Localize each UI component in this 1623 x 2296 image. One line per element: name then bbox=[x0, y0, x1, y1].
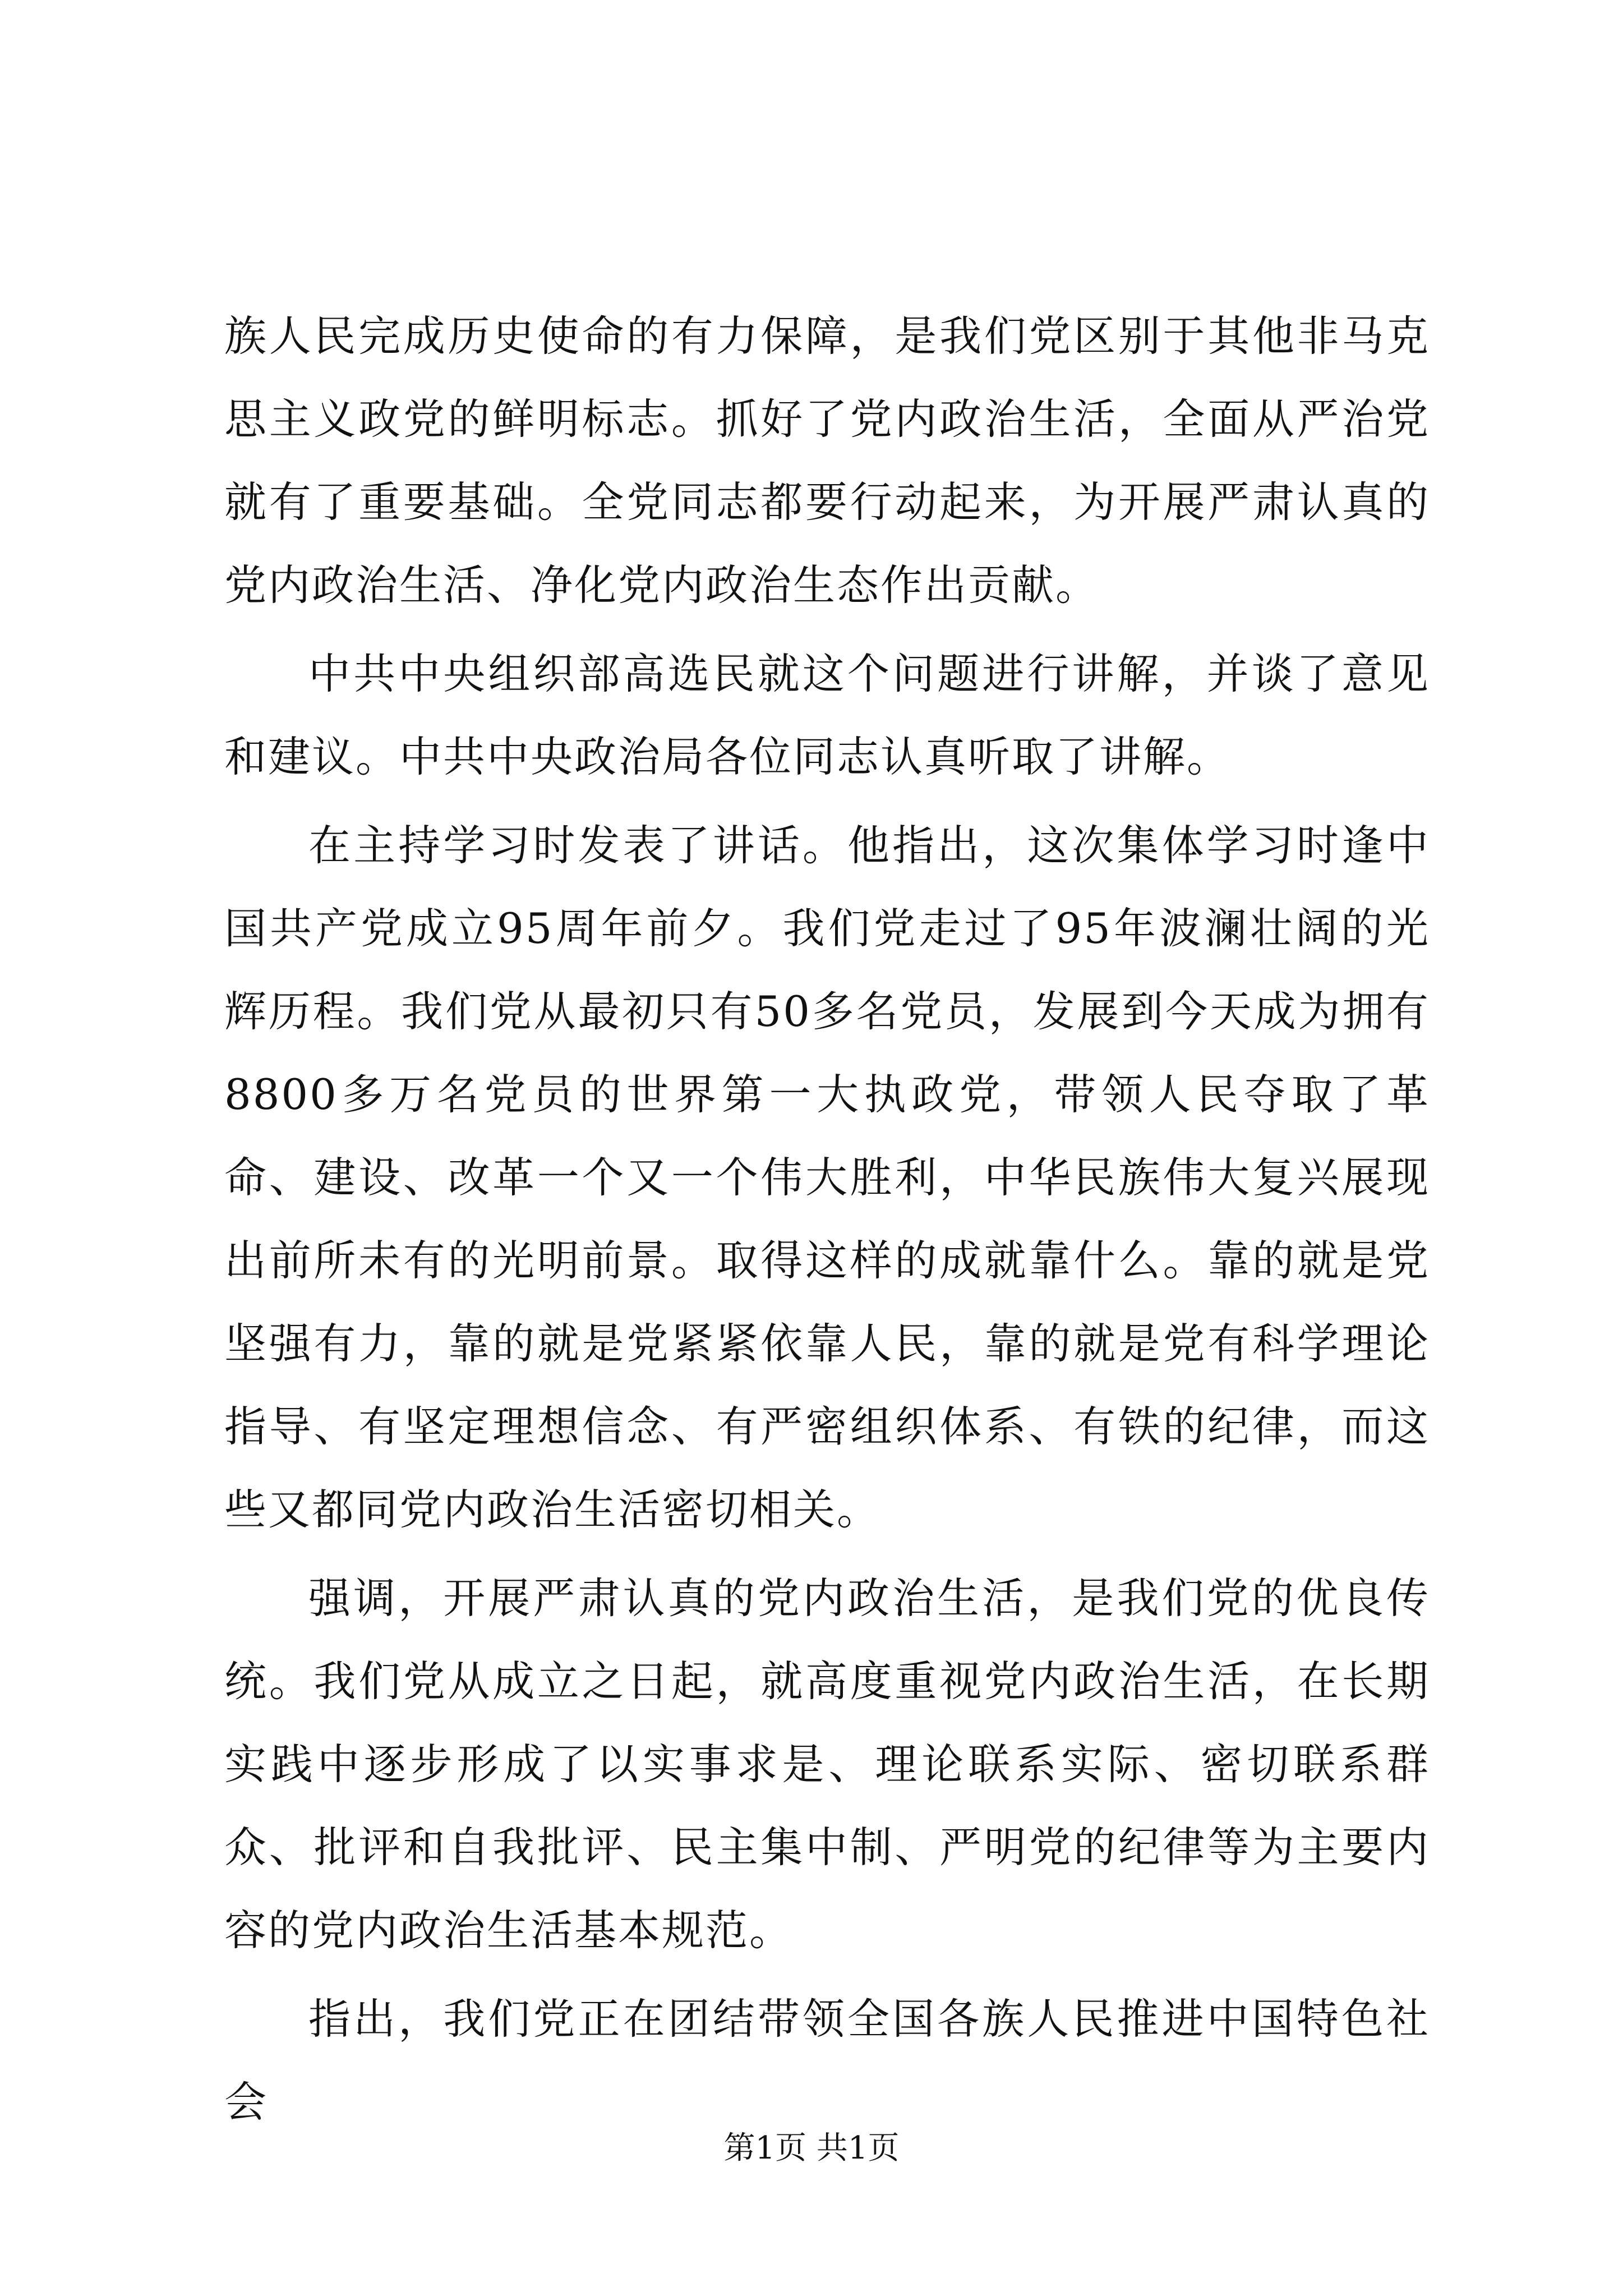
paragraph-2: 中共中央组织部高选民就这个问题进行讲解，并谈了意见和建议。中共中央政治局各位同志认真听取了讲解。 bbox=[224, 649, 1430, 781]
paragraph-4: 强调，开展严肃认真的党内政治生活，是我们党的优良传统。我们党从成立之日起，就高度重视党内政治生活，在长期实践中逐步形成了以实事求是、理论联系实际、密切联系群众、批评和自我批评、民主集中制、严明党的纪律等为主要内容的党内政治生活基本规范。 bbox=[224, 1573, 1430, 1955]
paragraph-3: 在主持学习时发表了讲话。他指出，这次集体学习时逢中国共产党成立95周年前夕。我们党走过了95年波澜壮阔的光辉历程。我们党从最初只有50多名党员，发展到今天成为拥有8800多万名党员的世界第一大执政党，带领人民夺取了革命、建设、改革一个又一个伟大胜利，中华民族伟大复兴展现出前所未有的光明前景。取得这样的成就靠什么。靠的就是党坚强有力，靠的就是党紧紧依靠人民，靠的就是党有科学理论指导、有坚定理想信念、有严密组织体系、有铁的纪律，而这些又都同党内政治生活密切相关。 bbox=[224, 821, 1430, 1534]
paragraph-1: 族人民完成历史使命的有力保障，是我们党区别于其他非马克思主义政党的鲜明标志。抓好了党内政治生活，全面从严治党就有了重要基础。全党同志都要行动起来，为开展严肃认真的党内政治生活、净化党内政治生态作出贡献。 bbox=[224, 311, 1430, 610]
paragraph-5: 指出，我们党正在团结带领全国各族人民推进中国特色社会 bbox=[224, 1994, 1430, 2127]
page-footer: 第1页 共1页 bbox=[723, 2130, 900, 2166]
document-body bbox=[224, 295, 1430, 2143]
